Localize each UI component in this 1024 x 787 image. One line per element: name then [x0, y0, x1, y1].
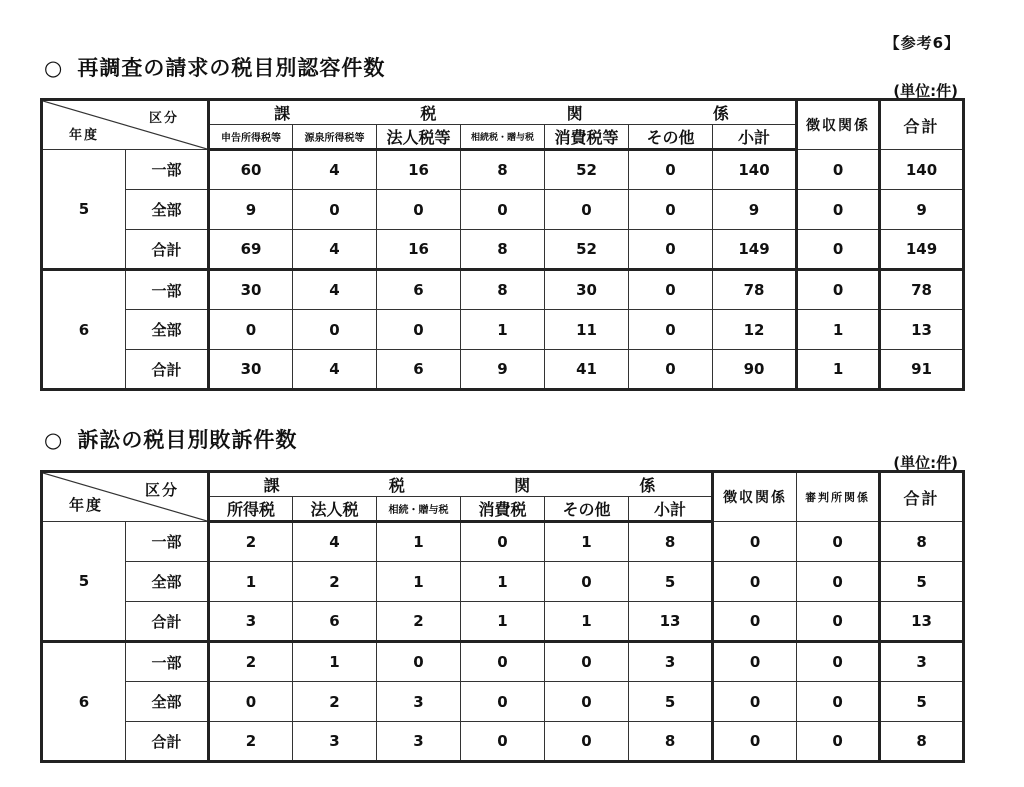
section2-col-header: 所得税	[209, 497, 293, 522]
kind-cell: 合計	[126, 722, 209, 762]
table-row	[42, 310, 964, 350]
value-cell: 8	[880, 722, 964, 762]
group-char: 係	[639, 476, 658, 495]
kind-cell: 一部	[126, 522, 209, 562]
value-cell: 0	[461, 642, 545, 682]
section2-table	[40, 470, 965, 763]
group-char: 課	[274, 104, 293, 123]
value-cell: 0	[377, 642, 461, 682]
value-cell: 2	[209, 642, 293, 682]
value-cell: 0	[629, 190, 713, 230]
value-cell: 0	[545, 190, 629, 230]
value-cell: 1	[461, 310, 545, 350]
value-cell: 6	[377, 350, 461, 390]
value-cell: 0	[293, 190, 377, 230]
value-cell: 140	[880, 150, 964, 190]
value-cell: 8	[629, 522, 713, 562]
table-row	[42, 230, 964, 270]
value-cell: 9	[713, 190, 797, 230]
section2-col-header: 消費税	[461, 497, 545, 522]
section1-corner-cell	[42, 100, 209, 150]
table-row	[42, 190, 964, 230]
value-cell: 13	[629, 602, 713, 642]
value-cell: 0	[377, 190, 461, 230]
value-cell: 2	[377, 602, 461, 642]
section2-header-row-group	[42, 472, 964, 497]
value-cell: 52	[545, 230, 629, 270]
kind-cell: 全部	[126, 310, 209, 350]
value-cell: 5	[880, 562, 964, 602]
value-cell: 0	[713, 562, 797, 602]
group-char: 税	[388, 476, 407, 495]
section1-title-text: 再調査の請求の税目別認容件数	[77, 56, 386, 80]
value-cell: 69	[209, 230, 293, 270]
value-cell: 0	[797, 722, 880, 762]
diagonal-line-icon	[43, 473, 207, 521]
value-cell: 78	[713, 270, 797, 310]
value-cell: 0	[209, 310, 293, 350]
value-cell: 3	[377, 682, 461, 722]
value-cell: 0	[629, 270, 713, 310]
value-cell: 0	[629, 150, 713, 190]
value-cell: 30	[545, 270, 629, 310]
kind-cell: 一部	[126, 642, 209, 682]
value-cell: 140	[713, 150, 797, 190]
group-char: 関	[514, 476, 533, 495]
section2-col-header: 徴収関係	[713, 472, 797, 522]
value-cell: 0	[545, 642, 629, 682]
value-cell: 3	[629, 642, 713, 682]
section2-group-header	[209, 472, 713, 497]
value-cell: 8	[629, 722, 713, 762]
value-cell: 16	[377, 230, 461, 270]
value-cell: 4	[293, 230, 377, 270]
section1-group-header	[209, 100, 797, 125]
value-cell: 2	[293, 562, 377, 602]
value-cell: 9	[209, 190, 293, 230]
value-cell: 2	[293, 682, 377, 722]
value-cell: 5	[880, 682, 964, 722]
value-cell: 0	[545, 722, 629, 762]
group-char: 課	[263, 476, 282, 495]
value-cell: 2	[209, 522, 293, 562]
section2-col-header: 合計	[880, 472, 964, 522]
value-cell: 90	[713, 350, 797, 390]
value-cell: 41	[545, 350, 629, 390]
value-cell: 0	[713, 602, 797, 642]
value-cell: 11	[545, 310, 629, 350]
value-cell: 9	[461, 350, 545, 390]
value-cell: 0	[797, 562, 880, 602]
table-row	[42, 350, 964, 390]
section1-col-header: 相続税・贈与税	[461, 125, 545, 150]
value-cell: 0	[797, 522, 880, 562]
section1-corner-top: 区分	[148, 111, 179, 126]
group-char: 関	[566, 104, 585, 123]
section1-col-header: 消費税等	[545, 125, 629, 150]
section1-title	[44, 52, 385, 82]
year-cell: 5	[42, 150, 126, 270]
value-cell: 78	[880, 270, 964, 310]
value-cell: 0	[629, 230, 713, 270]
value-cell: 0	[713, 522, 797, 562]
table-row	[42, 270, 964, 310]
kind-cell: 全部	[126, 682, 209, 722]
group-char: 税	[420, 104, 439, 123]
section1-col-header: 源泉所得税等	[293, 125, 377, 150]
value-cell: 4	[293, 522, 377, 562]
value-cell: 8	[461, 230, 545, 270]
kind-cell: 一部	[126, 270, 209, 310]
value-cell: 0	[545, 562, 629, 602]
value-cell: 8	[461, 270, 545, 310]
value-cell: 0	[797, 190, 880, 230]
value-cell: 4	[293, 270, 377, 310]
value-cell: 0	[209, 682, 293, 722]
section1-col-header: 法人税等	[377, 125, 461, 150]
year-cell: 5	[42, 522, 126, 642]
value-cell: 4	[293, 150, 377, 190]
reference-tag: 【参考6】	[884, 34, 960, 52]
section2-col-header: 小計	[629, 497, 713, 522]
value-cell: 149	[713, 230, 797, 270]
value-cell: 3	[880, 642, 964, 682]
group-char: 係	[712, 104, 731, 123]
section1-col-header: 合計	[880, 100, 964, 150]
value-cell: 1	[209, 562, 293, 602]
circle-bullet-icon: ○	[44, 56, 64, 80]
value-cell: 3	[377, 722, 461, 762]
value-cell: 0	[797, 150, 880, 190]
value-cell: 4	[293, 350, 377, 390]
value-cell: 8	[880, 522, 964, 562]
value-cell: 1	[293, 642, 377, 682]
kind-cell: 全部	[126, 190, 209, 230]
section2-corner-top: 区分	[144, 481, 179, 499]
value-cell: 3	[209, 602, 293, 642]
value-cell: 0	[713, 682, 797, 722]
value-cell: 149	[880, 230, 964, 270]
value-cell: 3	[293, 722, 377, 762]
section1-unit: (単位:件)	[893, 82, 958, 100]
section1-col-header: 小計	[713, 125, 797, 150]
value-cell: 0	[797, 602, 880, 642]
value-cell: 5	[629, 562, 713, 602]
value-cell: 16	[377, 150, 461, 190]
section2-col-header: 相続・贈与税	[377, 497, 461, 522]
value-cell: 13	[880, 310, 964, 350]
value-cell: 8	[461, 150, 545, 190]
value-cell: 0	[797, 682, 880, 722]
year-cell: 6	[42, 642, 126, 762]
section1-col-header: 徴収関係	[797, 100, 880, 150]
table-row	[42, 562, 964, 602]
value-cell: 0	[461, 522, 545, 562]
section2-title-text: 訴訟の税目別敗訴件数	[77, 428, 298, 452]
value-cell: 0	[713, 642, 797, 682]
section1-header-row-group	[42, 100, 964, 125]
kind-cell: 合計	[126, 602, 209, 642]
value-cell: 0	[461, 190, 545, 230]
year-cell: 6	[42, 270, 126, 390]
diagonal-line-icon	[43, 101, 207, 149]
value-cell: 30	[209, 270, 293, 310]
table-row	[42, 642, 964, 682]
section2-corner-cell	[42, 472, 209, 522]
value-cell: 0	[713, 722, 797, 762]
value-cell: 1	[545, 602, 629, 642]
kind-cell: 合計	[126, 350, 209, 390]
value-cell: 6	[293, 602, 377, 642]
section2-col-header: 審判所関係	[797, 472, 880, 522]
value-cell: 1	[461, 562, 545, 602]
table-row	[42, 682, 964, 722]
value-cell: 0	[293, 310, 377, 350]
value-cell: 1	[377, 562, 461, 602]
value-cell: 1	[797, 350, 880, 390]
section1-table	[40, 98, 965, 391]
kind-cell: 合計	[126, 230, 209, 270]
value-cell: 12	[713, 310, 797, 350]
value-cell: 0	[797, 230, 880, 270]
value-cell: 0	[629, 350, 713, 390]
table-row	[42, 150, 964, 190]
value-cell: 0	[797, 642, 880, 682]
section1-col-header: 申告所得税等	[209, 125, 293, 150]
value-cell: 0	[377, 310, 461, 350]
value-cell: 0	[461, 722, 545, 762]
value-cell: 13	[880, 602, 964, 642]
section1-corner-bottom: 年度	[69, 128, 100, 143]
section2-col-header: その他	[545, 497, 629, 522]
value-cell: 91	[880, 350, 964, 390]
value-cell: 1	[461, 602, 545, 642]
section2-col-header: 法人税	[293, 497, 377, 522]
table-row	[42, 522, 964, 562]
value-cell: 1	[377, 522, 461, 562]
circle-bullet-icon: ○	[44, 428, 64, 452]
section2-corner-bottom: 年度	[69, 496, 104, 514]
section1-col-header: その他	[629, 125, 713, 150]
value-cell: 0	[797, 270, 880, 310]
value-cell: 60	[209, 150, 293, 190]
value-cell: 0	[461, 682, 545, 722]
value-cell: 6	[377, 270, 461, 310]
kind-cell: 一部	[126, 150, 209, 190]
value-cell: 1	[797, 310, 880, 350]
value-cell: 52	[545, 150, 629, 190]
section2-unit: (単位:件)	[893, 454, 958, 472]
value-cell: 9	[880, 190, 964, 230]
value-cell: 1	[545, 522, 629, 562]
kind-cell: 全部	[126, 562, 209, 602]
value-cell: 30	[209, 350, 293, 390]
value-cell: 2	[209, 722, 293, 762]
table-row	[42, 602, 964, 642]
section2-title	[44, 424, 297, 454]
table-row	[42, 722, 964, 762]
value-cell: 0	[545, 682, 629, 722]
value-cell: 5	[629, 682, 713, 722]
value-cell: 0	[629, 310, 713, 350]
